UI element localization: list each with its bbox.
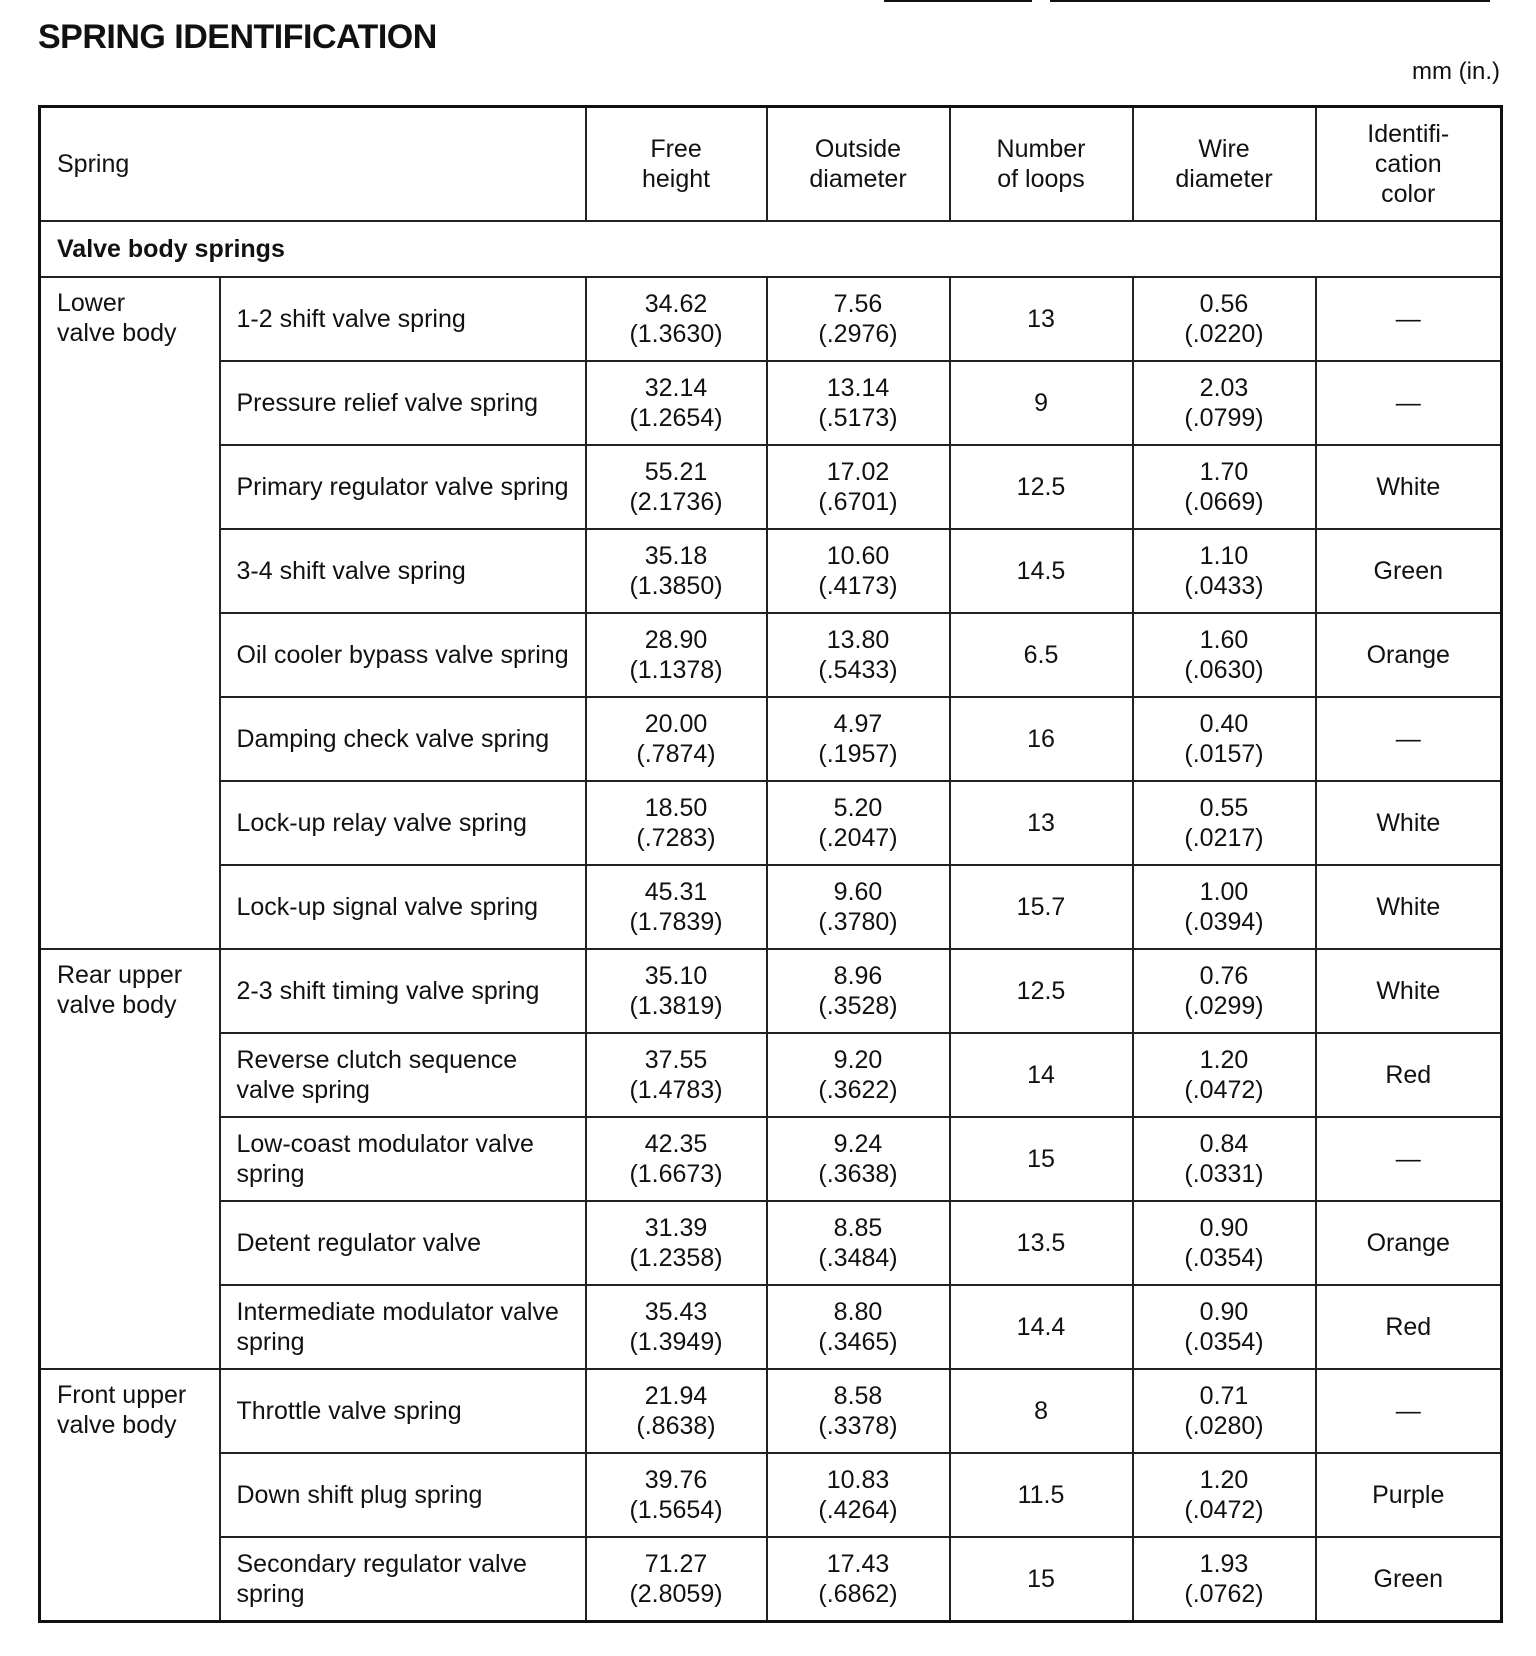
- free-height-cell: 37.55 (1.4783): [586, 1033, 767, 1117]
- loops-cell: 14.4: [950, 1285, 1133, 1369]
- table-row: [40, 361, 1502, 445]
- free-height-cell: 45.31 (1.7839): [586, 865, 767, 949]
- color-cell: Orange: [1316, 1201, 1502, 1285]
- outside-diameter-cell: 5.20 (.2047): [767, 781, 950, 865]
- free-height-cell: 71.27 (2.8059): [586, 1537, 767, 1622]
- outside-diameter-cell: 8.58 (.3378): [767, 1369, 950, 1453]
- wire-diameter-cell: 0.71 (.0280): [1133, 1369, 1316, 1453]
- section-title: Valve body springs: [40, 221, 1502, 277]
- loops-cell: 9: [950, 361, 1133, 445]
- loops-cell: 12.5: [950, 949, 1133, 1033]
- loops-cell: 15: [950, 1537, 1133, 1622]
- spring-name-cell: 2-3 shift timing valve spring: [220, 949, 586, 1033]
- spring-name-cell: 3-4 shift valve spring: [220, 529, 586, 613]
- section-row: [40, 221, 1502, 277]
- spring-name-cell: Low-coast modulator valve spring: [220, 1117, 586, 1201]
- spring-name-cell: Lock-up relay valve spring: [220, 781, 586, 865]
- loops-cell: 12.5: [950, 445, 1133, 529]
- loops-cell: 11.5: [950, 1453, 1133, 1537]
- free-height-cell: 55.21 (2.1736): [586, 445, 767, 529]
- spring-name-cell: 1-2 shift valve spring: [220, 277, 586, 361]
- table-row: [40, 529, 1502, 613]
- color-cell: Red: [1316, 1285, 1502, 1369]
- loops-cell: 13.5: [950, 1201, 1133, 1285]
- wire-diameter-cell: 0.56 (.0220): [1133, 277, 1316, 361]
- table-row: [40, 1285, 1502, 1369]
- wire-diameter-cell: 1.93 (.0762): [1133, 1537, 1316, 1622]
- col-header-free-height: Free height: [586, 107, 767, 222]
- color-cell: —: [1316, 697, 1502, 781]
- col-header-outside-diameter: Outside diameter: [767, 107, 950, 222]
- free-height-cell: 31.39 (1.2358): [586, 1201, 767, 1285]
- outside-diameter-cell: 17.02 (.6701): [767, 445, 950, 529]
- free-height-cell: 28.90 (1.1378): [586, 613, 767, 697]
- spring-name-cell: Throttle valve spring: [220, 1369, 586, 1453]
- outside-diameter-cell: 9.20 (.3622): [767, 1033, 950, 1117]
- free-height-cell: 35.18 (1.3850): [586, 529, 767, 613]
- top-rule-left: [884, 0, 1032, 2]
- outside-diameter-cell: 8.85 (.3484): [767, 1201, 950, 1285]
- group-label: Front upper valve body: [40, 1369, 220, 1622]
- spring-name-cell: Intermediate modulator valve spring: [220, 1285, 586, 1369]
- color-cell: Red: [1316, 1033, 1502, 1117]
- loops-cell: 14.5: [950, 529, 1133, 613]
- wire-diameter-cell: 1.60 (.0630): [1133, 613, 1316, 697]
- spring-name-cell: Secondary regulator valve spring: [220, 1537, 586, 1622]
- color-cell: White: [1316, 949, 1502, 1033]
- spring-name-cell: Pressure relief valve spring: [220, 361, 586, 445]
- spring-name-cell: Lock-up signal valve spring: [220, 865, 586, 949]
- outside-diameter-cell: 13.80 (.5433): [767, 613, 950, 697]
- wire-diameter-cell: 0.84 (.0331): [1133, 1117, 1316, 1201]
- col-header-color: Identifi- cation color: [1316, 107, 1502, 222]
- group-label: Lower valve body: [40, 277, 220, 949]
- loops-cell: 15: [950, 1117, 1133, 1201]
- wire-diameter-cell: 0.90 (.0354): [1133, 1201, 1316, 1285]
- table-row: [40, 277, 1502, 361]
- table-row: [40, 1033, 1502, 1117]
- table-row: [40, 781, 1502, 865]
- free-height-cell: 32.14 (1.2654): [586, 361, 767, 445]
- color-cell: Purple: [1316, 1453, 1502, 1537]
- free-height-cell: 35.10 (1.3819): [586, 949, 767, 1033]
- outside-diameter-cell: 9.24 (.3638): [767, 1117, 950, 1201]
- wire-diameter-cell: 0.40 (.0157): [1133, 697, 1316, 781]
- loops-cell: 15.7: [950, 865, 1133, 949]
- wire-diameter-cell: 1.20 (.0472): [1133, 1453, 1316, 1537]
- free-height-cell: 20.00 (.7874): [586, 697, 767, 781]
- loops-cell: 13: [950, 781, 1133, 865]
- free-height-cell: 34.62 (1.3630): [586, 277, 767, 361]
- wire-diameter-cell: 1.20 (.0472): [1133, 1033, 1316, 1117]
- col-header-wire-diameter: Wire diameter: [1133, 107, 1316, 222]
- outside-diameter-cell: 7.56 (.2976): [767, 277, 950, 361]
- spring-name-cell: Reverse clutch sequence valve spring: [220, 1033, 586, 1117]
- col-header-loops: Number of loops: [950, 107, 1133, 222]
- loops-cell: 16: [950, 697, 1133, 781]
- color-cell: White: [1316, 445, 1502, 529]
- color-cell: Green: [1316, 529, 1502, 613]
- table-row: [40, 1369, 1502, 1453]
- wire-diameter-cell: 0.90 (.0354): [1133, 1285, 1316, 1369]
- outside-diameter-cell: 17.43 (.6862): [767, 1537, 950, 1622]
- free-height-cell: 39.76 (1.5654): [586, 1453, 767, 1537]
- color-cell: —: [1316, 277, 1502, 361]
- table-row: [40, 865, 1502, 949]
- table-row: [40, 1201, 1502, 1285]
- col-header-spring: Spring: [40, 107, 586, 222]
- outside-diameter-cell: 8.96 (.3528): [767, 949, 950, 1033]
- page-title: SPRING IDENTIFICATION: [38, 18, 437, 56]
- wire-diameter-cell: 0.55 (.0217): [1133, 781, 1316, 865]
- free-height-cell: 42.35 (1.6673): [586, 1117, 767, 1201]
- color-cell: White: [1316, 865, 1502, 949]
- table-row: [40, 1117, 1502, 1201]
- outside-diameter-cell: 9.60 (.3780): [767, 865, 950, 949]
- free-height-cell: 18.50 (.7283): [586, 781, 767, 865]
- loops-cell: 6.5: [950, 613, 1133, 697]
- outside-diameter-cell: 4.97 (.1957): [767, 697, 950, 781]
- table-row: [40, 613, 1502, 697]
- units-label: mm (in.): [1412, 58, 1500, 85]
- spring-name-cell: Oil cooler bypass valve spring: [220, 613, 586, 697]
- color-cell: Orange: [1316, 613, 1502, 697]
- color-cell: —: [1316, 361, 1502, 445]
- color-cell: Green: [1316, 1537, 1502, 1622]
- spring-name-cell: Detent regulator valve: [220, 1201, 586, 1285]
- spring-name-cell: Damping check valve spring: [220, 697, 586, 781]
- table-row: [40, 949, 1502, 1033]
- outside-diameter-cell: 8.80 (.3465): [767, 1285, 950, 1369]
- table-row: [40, 697, 1502, 781]
- outside-diameter-cell: 13.14 (.5173): [767, 361, 950, 445]
- table-row: [40, 1453, 1502, 1537]
- loops-cell: 13: [950, 277, 1133, 361]
- top-rule-right: [1050, 0, 1490, 2]
- table-row: [40, 445, 1502, 529]
- color-cell: White: [1316, 781, 1502, 865]
- header-row: [40, 107, 1502, 222]
- group-label: Rear upper valve body: [40, 949, 220, 1369]
- wire-diameter-cell: 2.03 (.0799): [1133, 361, 1316, 445]
- wire-diameter-cell: 0.76 (.0299): [1133, 949, 1316, 1033]
- free-height-cell: 35.43 (1.3949): [586, 1285, 767, 1369]
- color-cell: —: [1316, 1369, 1502, 1453]
- free-height-cell: 21.94 (.8638): [586, 1369, 767, 1453]
- table-row: [40, 1537, 1502, 1622]
- outside-diameter-cell: 10.83 (.4264): [767, 1453, 950, 1537]
- wire-diameter-cell: 1.10 (.0433): [1133, 529, 1316, 613]
- spring-name-cell: Down shift plug spring: [220, 1453, 586, 1537]
- loops-cell: 14: [950, 1033, 1133, 1117]
- wire-diameter-cell: 1.00 (.0394): [1133, 865, 1316, 949]
- outside-diameter-cell: 10.60 (.4173): [767, 529, 950, 613]
- spring-table: [38, 105, 1503, 1623]
- color-cell: —: [1316, 1117, 1502, 1201]
- spring-name-cell: Primary regulator valve spring: [220, 445, 586, 529]
- wire-diameter-cell: 1.70 (.0669): [1133, 445, 1316, 529]
- loops-cell: 8: [950, 1369, 1133, 1453]
